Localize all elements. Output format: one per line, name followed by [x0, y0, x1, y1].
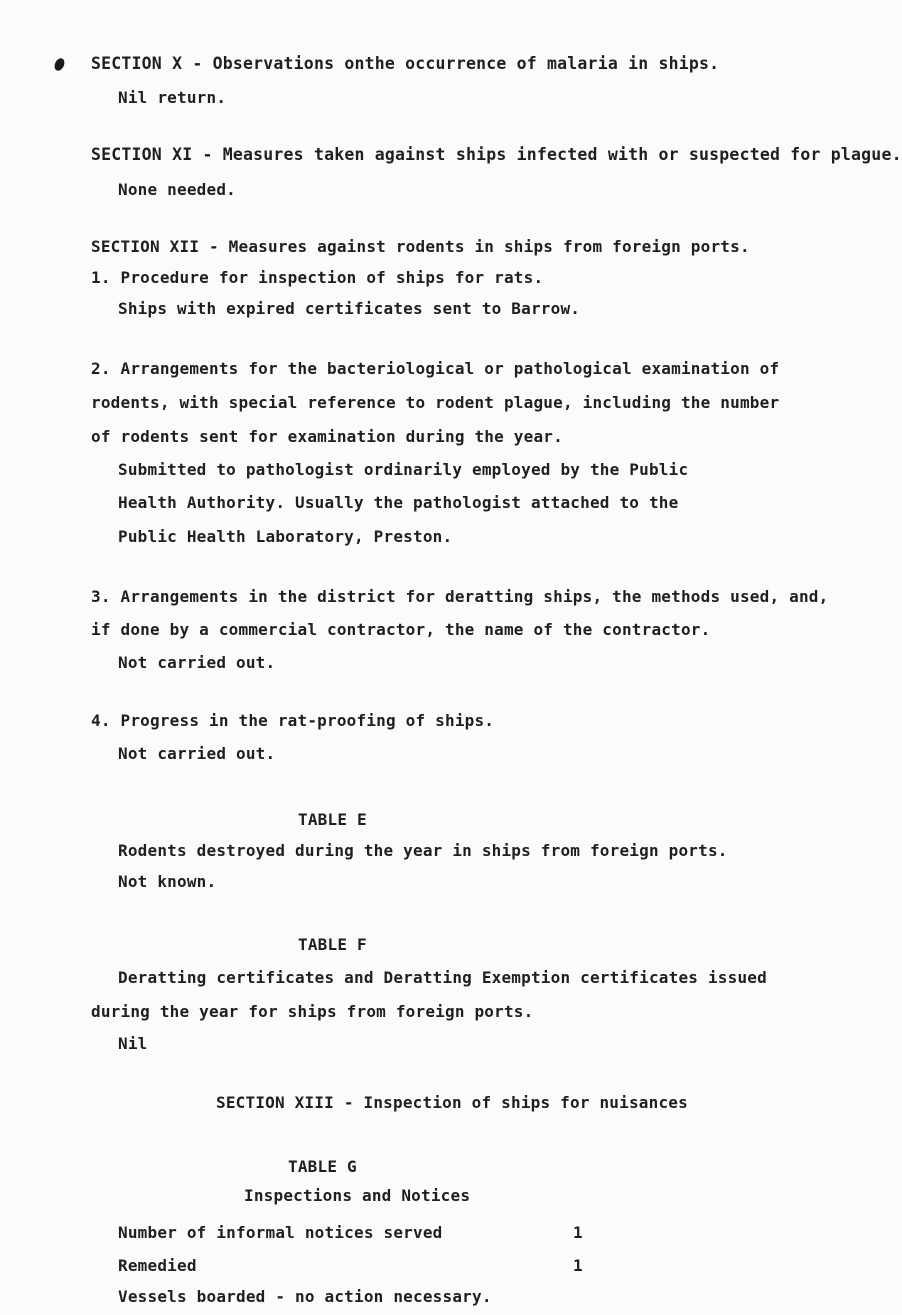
item-2-question-line2: rodents, with special reference to rodent plague, including the number	[91, 393, 780, 412]
table-g-footer: Vessels boarded - no action necessary.	[118, 1287, 492, 1306]
section-xii-heading: SECTION XII - Measures against rodents in ships from foreign ports.	[91, 237, 750, 256]
item-4-question: 4. Progress in the rat-proofing of ships.	[91, 711, 495, 730]
table-e-value: Not known.	[118, 872, 217, 891]
item-3-question-line1: 3. Arrangements in the district for deratting ships, the methods used, and,	[91, 587, 829, 606]
table-e-title: TABLE E	[298, 810, 367, 829]
item-2-answer-line1: Submitted to pathologist ordinarily employed by the Public	[118, 460, 689, 479]
section-xiii-heading: SECTION XIII - Inspection of ships for nuisances	[216, 1093, 688, 1112]
table-e-description: Rodents destroyed during the year in ships from foreign ports.	[118, 841, 728, 860]
margin-mark	[53, 57, 67, 73]
item-1-question: 1. Procedure for inspection of ships for rats.	[91, 268, 544, 287]
table-g-row-remedied-label: Remedied	[118, 1256, 197, 1275]
item-2-question-line1: 2. Arrangements for the bacteriological or pathological examination of	[91, 359, 780, 378]
table-g-row-informal-notices-value: 1	[573, 1223, 583, 1242]
item-2-question-line3: of rodents sent for examination during the year.	[91, 427, 563, 446]
item-4-answer: Not carried out.	[118, 744, 276, 763]
section-xi-text: None needed.	[118, 180, 236, 199]
table-g-row-informal-notices-label: Number of informal notices served	[118, 1223, 443, 1242]
table-f-description-line1: Deratting certificates and Deratting Exemption certificates issued	[118, 968, 767, 987]
table-g-subtitle: Inspections and Notices	[244, 1186, 471, 1205]
table-f-description-line2: during the year for ships from foreign ports.	[91, 1002, 534, 1021]
section-xi-heading: SECTION XI - Measures taken against ships infected with or suspected for plague.	[91, 145, 902, 164]
table-f-value: Nil	[118, 1034, 148, 1053]
section-x-text: Nil return.	[118, 88, 227, 107]
table-f-title: TABLE F	[298, 935, 367, 954]
table-g-row-remedied-value: 1	[573, 1256, 583, 1275]
item-2-answer-line2: Health Authority. Usually the pathologist attached to the	[118, 493, 679, 512]
item-3-question-line2: if done by a commercial contractor, the name of the contractor.	[91, 620, 711, 639]
item-1-answer: Ships with expired certificates sent to Barrow.	[118, 299, 581, 318]
section-x-heading: SECTION X - Observations onthe occurrence of malaria in ships.	[91, 54, 720, 73]
item-3-answer: Not carried out.	[118, 653, 276, 672]
item-2-answer-line3: Public Health Laboratory, Preston.	[118, 527, 453, 546]
table-g-title: TABLE G	[288, 1157, 357, 1176]
